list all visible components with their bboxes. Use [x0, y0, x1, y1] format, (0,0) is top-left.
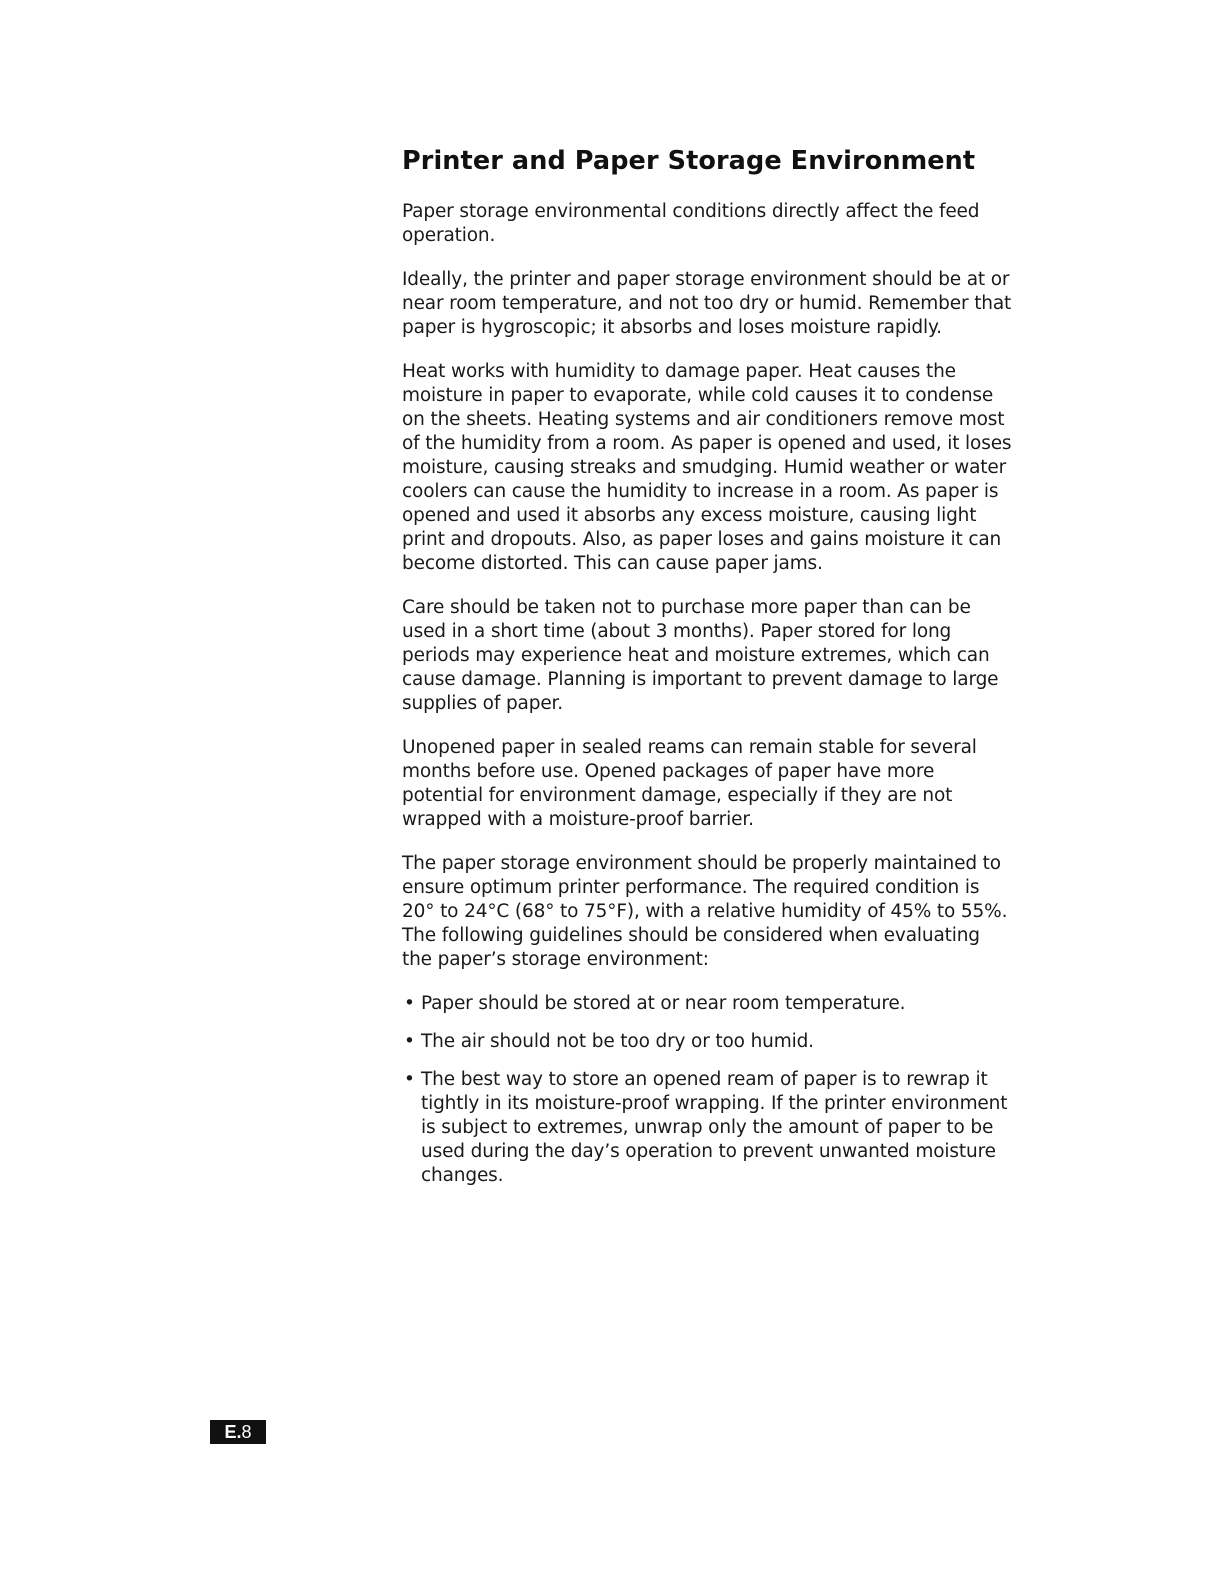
guidelines-list: [402, 992, 1014, 1188]
list-item: [402, 992, 1014, 1016]
page-section-label: E.: [224, 1422, 242, 1442]
bullet-icon: •: [404, 993, 415, 1014]
paragraph-purchase-care: Care should be taken not to purchase more paper than can be used in a short time (about 3 months). Paper stored for long periods may experience heat and moisture extremes, which can cause damage. Planning is important to prevent damage to large supplies of paper.: [402, 597, 999, 714]
page-title: Printer and Paper Storage Environment: [402, 146, 976, 176]
page-content: [402, 142, 1014, 1202]
paragraph-sealed-reams: Unopened paper in sealed reams can remain stable for several months before use. Opened packages of paper have more potential for environment damage, especially if they are not wrapped with a moisture-proof barrier.: [402, 737, 977, 830]
list-item: [402, 1030, 1014, 1054]
bullet-icon: •: [404, 1031, 415, 1052]
bullet-icon: •: [404, 1069, 415, 1090]
list-item-text: Paper should be stored at or near room temperature.: [421, 993, 906, 1014]
list-item: [402, 1068, 1014, 1188]
page-number-badge: [210, 1420, 266, 1444]
paragraph-heat-humidity: Heat works with humidity to damage paper. Heat causes the moisture in paper to evaporate, while cold causes it to condense on the sheets. Heating systems and air conditioners remove most of the humidity from a room. As paper is opened and used, it loses moisture, causing streaks and smudging. Humid weather or water coolers can cause the humidity to increase in a room. As paper is opened and used it absorbs any excess moisture, causing light print and dropouts. Also, as paper loses and gains moisture it can become distorted. This can cause paper jams.: [402, 361, 1012, 574]
list-item-text: The air should not be too dry or too humid.: [421, 1031, 814, 1052]
page-number-label: 8: [241, 1422, 252, 1442]
paragraph-required-condition: The paper storage environment should be properly maintained to ensure optimum printer performance. The required condition is 20° to 24°C (68° to 75°F), with a relative humidity of 45% to 55%. The following guidelines should be considered when evaluating the paper’s storage environment:: [402, 853, 1008, 970]
list-item-text: The best way to store an opened ream of paper is to rewrap it tightly in its moisture-proof wrapping. If the printer environment is subject to extremes, unwrap only the amount of paper to be used during the day’s operation to prevent unwanted moisture changes.: [421, 1069, 1008, 1186]
paragraph-feed-operation: Paper storage environmental conditions directly affect the feed operation.: [402, 201, 980, 246]
paragraph-ideal-environment: Ideally, the printer and paper storage environment should be at or near room temperature, and not too dry or humid. Remember that paper is hygroscopic; it absorbs and loses moisture rapidly.: [402, 269, 1012, 338]
